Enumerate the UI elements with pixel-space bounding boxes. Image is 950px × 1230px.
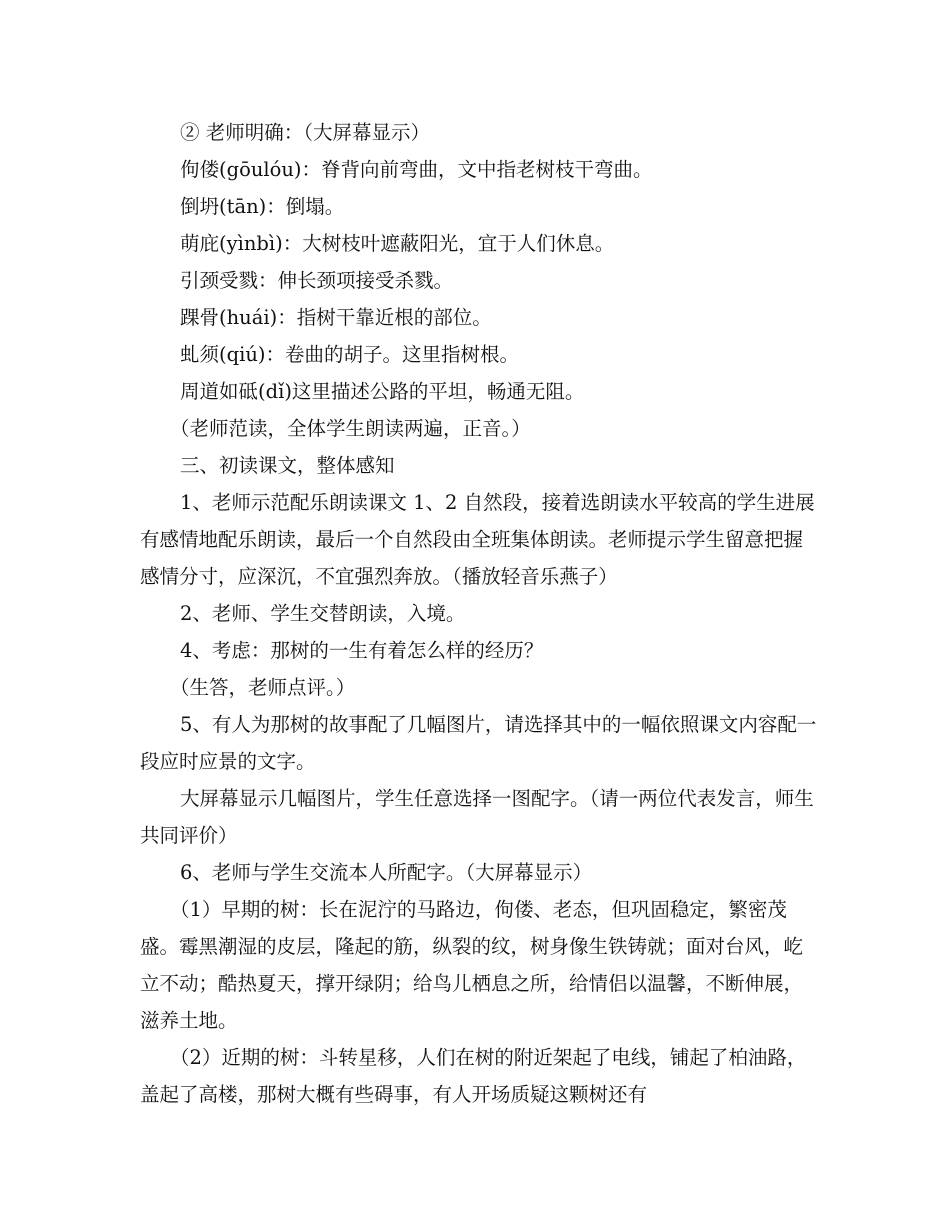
vocab-yinbi: 萌庇(yìnbì)：大树枝叶遮蔽阳光，宜于人们休息。 <box>180 232 615 255</box>
vocab-goulou: 佝偻(gōulóu)：脊背向前弯曲，文中指老树枝干弯曲。 <box>180 158 653 181</box>
step-1-paragraph: 1、老师示范配乐朗读课文 1、2 自然段，接着选朗读水平较高的学生进展有感情地配乐朗读，最后一个自然段由全班集体朗读。老师提示学生留意把握感情分寸，应深沉，不宜强烈奔放。（播放轻音乐燕子） <box>140 491 815 588</box>
vocab-daotan: 倒坍(tān)：倒塌。 <box>180 195 345 218</box>
early-tree-paragraph: （1）早期的树：长在泥泞的马路边，佝偻、老态，但巩固稳定，繁密茂盛。霉黑潮湿的皮层，隆起的筋，纵裂的纹，树身像生铁铸就；面对台风，屹立不动；酷热夏天，撑开绿阴；给鸟儿栖息之所，给情侣以温馨，不断伸展，滋养土地。 <box>140 898 804 1032</box>
vocab-huaigu: 踝骨(huái)：指树干靠近根的部位。 <box>180 306 492 329</box>
step-6-paragraph: 6、老师与学生交流本人所配字。（大屏幕显示） <box>180 861 593 884</box>
section-heading-3: 三、初读课文，整体感知 <box>180 454 395 477</box>
vocab-qiuxu: 虬须(qiú)：卷曲的胡子。这里指树根。 <box>180 343 519 366</box>
step-5-paragraph: 5、有人为那树的故事配了几幅图片，请选择其中的一幅依照课文内容配一段应时应景的文字。 <box>140 713 817 773</box>
document-body <box>140 114 820 1113</box>
screen-images-paragraph: 大屏幕显示几幅图片，学生任意选择一图配字。（请一两位代表发言，师生共同评价） <box>140 787 814 847</box>
step-4-paragraph: 4、考虑：那树的一生有着怎么样的经历？ <box>180 639 544 662</box>
vocab-zhoudaorudi: 周道如砥(dǐ)这里描述公路的平坦，畅通无阻。 <box>180 380 585 403</box>
student-answer-note: （生答，老师点评。） <box>170 676 356 699</box>
teacher-reading-note: （老师范读，全体学生朗读两遍，正音。） <box>170 417 531 440</box>
vocab-yinjingshoulu: 引颈受戮：伸长颈项接受杀戮。 <box>180 269 454 292</box>
step-2-paragraph: 2、老师、学生交替朗读，入境。 <box>180 602 466 625</box>
teacher-clarify-line: ② 老师明确：（大屏幕显示） <box>180 121 430 144</box>
recent-tree-paragraph: （2）近期的树：斗转星移，人们在树的附近架起了电线，铺起了柏油路，盖起了高楼，那树大概有些碍事，有人开场质疑这颗树还有 <box>140 1046 807 1106</box>
